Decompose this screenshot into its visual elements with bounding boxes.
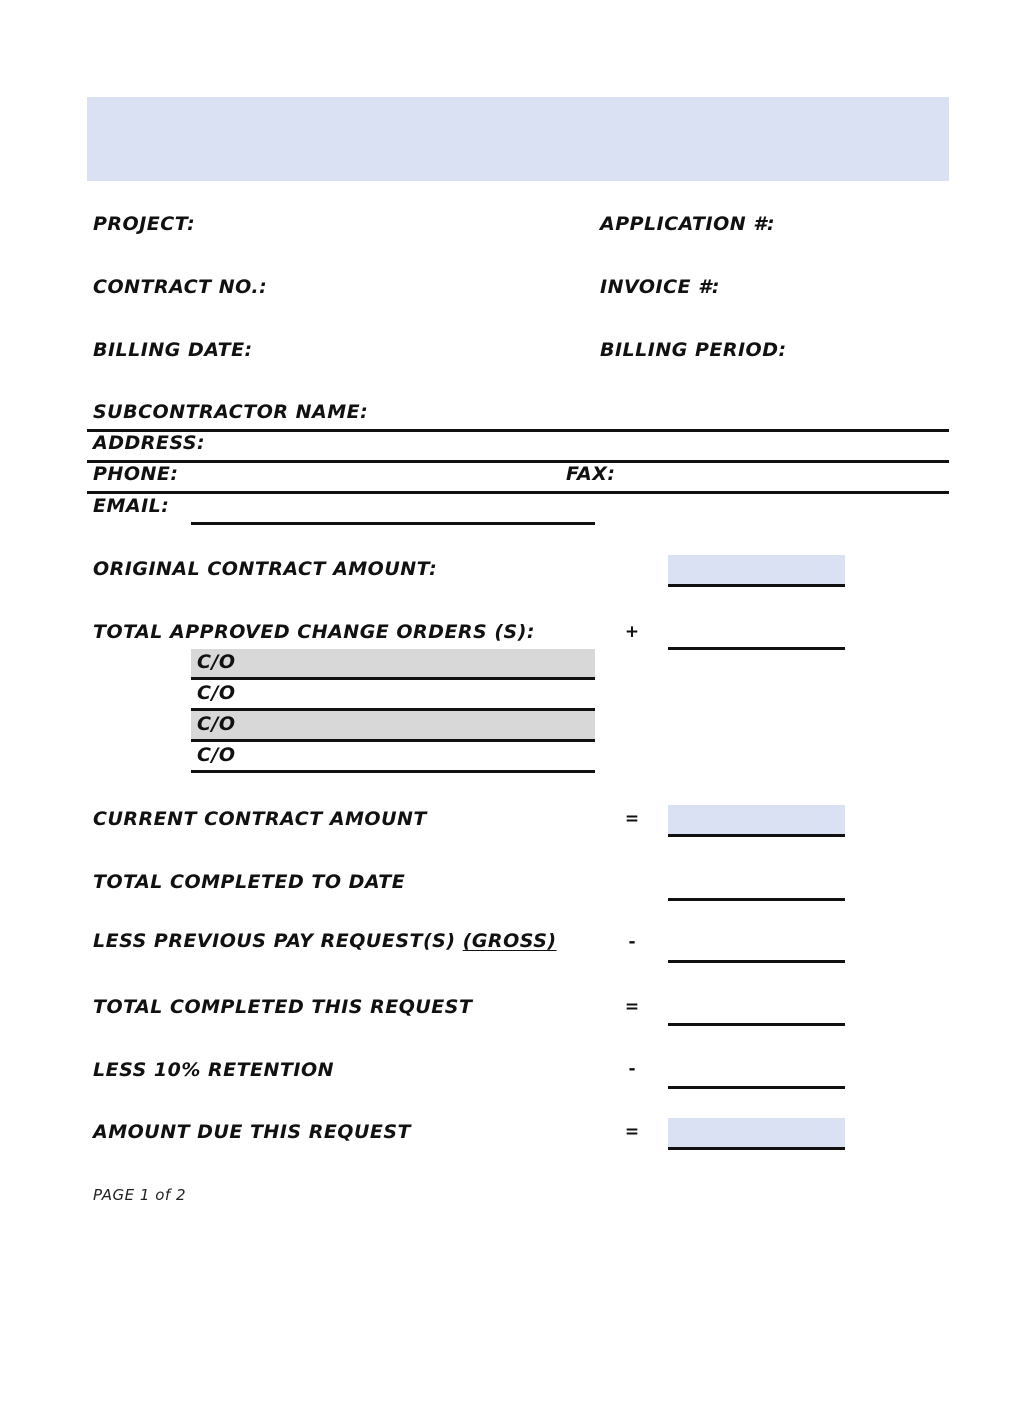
email-label: EMAIL:	[93, 495, 170, 517]
invoice-number-label: INVOICE #:	[600, 276, 720, 298]
approved-change-orders-label: TOTAL APPROVED CHANGE ORDERS (S):	[93, 621, 536, 643]
fax-label: FAX:	[566, 463, 616, 485]
subcontractor-name-label: SUBCONTRACTOR NAME:	[93, 401, 369, 423]
header-band	[87, 97, 949, 181]
original-contract-amount-label: ORIGINAL CONTRACT AMOUNT:	[93, 558, 438, 580]
less-retention-label: LESS 10% RETENTION	[93, 1059, 335, 1081]
phone-fax-line[interactable]	[87, 491, 949, 494]
current-contract-amount-label: CURRENT CONTRACT AMOUNT	[93, 808, 427, 830]
less-retention-field[interactable]	[668, 1057, 845, 1089]
page-number: PAGE 1 of 2	[93, 1186, 187, 1204]
less-previous-pay-requests-label	[93, 929, 557, 953]
subcontractor-name-line[interactable]	[87, 429, 949, 432]
equals-operator: =	[624, 809, 640, 829]
address-label: ADDRESS:	[93, 432, 206, 454]
change-order-row[interactable]	[191, 742, 595, 773]
change-order-row[interactable]	[191, 680, 595, 711]
original-contract-amount-field[interactable]	[668, 555, 845, 587]
equals-operator: =	[624, 1122, 640, 1142]
current-contract-amount-field[interactable]	[668, 805, 845, 837]
change-order-row[interactable]	[191, 711, 595, 742]
amount-due-this-request-field[interactable]	[668, 1118, 845, 1150]
less-previous-pay-requests-text: LESS PREVIOUS PAY REQUEST(S)	[93, 930, 456, 952]
change-order-label: C/O	[197, 744, 236, 766]
billing-date-label: BILLING DATE:	[93, 339, 253, 361]
total-completed-to-date-field[interactable]	[668, 869, 845, 901]
project-label: PROJECT:	[93, 213, 196, 235]
billing-period-label: BILLING PERIOD:	[600, 339, 787, 361]
approved-change-orders-field[interactable]	[668, 618, 845, 650]
plus-operator: +	[624, 622, 640, 642]
contract-no-label: CONTRACT NO.:	[93, 276, 268, 298]
change-order-row[interactable]	[191, 649, 595, 680]
minus-operator: -	[628, 932, 636, 952]
application-number-label: APPLICATION #:	[600, 213, 776, 235]
email-line[interactable]	[191, 522, 595, 525]
total-completed-this-request-field[interactable]	[668, 994, 845, 1026]
amount-due-this-request-label: AMOUNT DUE THIS REQUEST	[93, 1121, 412, 1143]
change-order-label: C/O	[197, 713, 236, 735]
phone-label: PHONE:	[93, 463, 179, 485]
equals-operator: =	[624, 997, 640, 1017]
gross-note: (GROSS)	[462, 930, 557, 952]
change-order-label: C/O	[197, 682, 236, 704]
total-completed-this-request-label: TOTAL COMPLETED THIS REQUEST	[93, 996, 473, 1018]
total-completed-to-date-label: TOTAL COMPLETED TO DATE	[93, 871, 406, 893]
address-line[interactable]	[87, 460, 949, 463]
change-order-label: C/O	[197, 651, 236, 673]
minus-operator: -	[628, 1059, 636, 1079]
less-previous-pay-requests-field[interactable]	[668, 931, 845, 963]
